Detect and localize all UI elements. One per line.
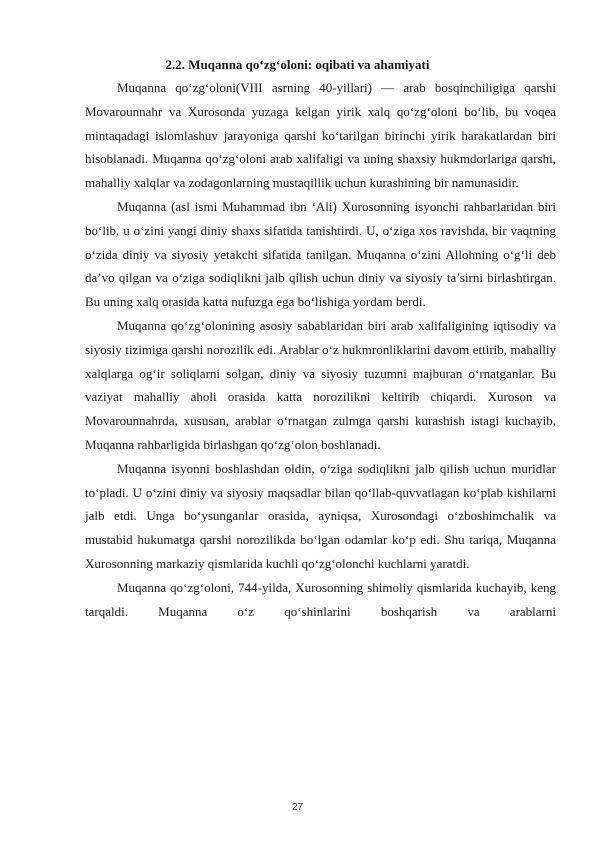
section-heading: 2.2. Muqanna qo‘zg‘oloni: oqibati va ahamiyati [165, 57, 430, 72]
body-text [85, 76, 556, 623]
page-number: 27 [291, 802, 304, 813]
paragraph-3: Muqanna qo‘zg‘olonining asosiy sabablaridan biri arab xalifaligining iqtisodiy va siyosiy tizimiga qarshi norozilik edi. Arablar o‘z hukmronliklarini davom ettirib, mahalliy xalqlarga og‘ir soliqlarni solgan, diniy va siyosiy tuzumni majburan o‘rnatganlar. Bu vaziyat mahalliy aholi orasida katta norozilikni keltirib chiqardi. Xuroson va Movarounnahrda, xususan, arablar o‘rnatgan zulmga qarshi kurashish istagi kuchayib, Muqanna rahbarligida birlashgan qo‘zg‘olon boshlanadi. [85, 317, 556, 452]
paragraph-5: Muqanna qo‘zg‘oloni, 744-yilda, Xurosonning shimoliy qismlarida kuchayib, keng tarqaldi. Muqanna o‘z qo‘shinlarini boshqarish va arablarni [85, 579, 556, 619]
paragraph-2: Muqanna (asl ismi Muhammad ibn ‘Ali) Xurosonning isyonchi rahbarlaridan biri bo‘lib, u o‘zini yangi diniy shaxs sifatida tanishtirdi. U, o‘ziga xos ravishda, bir vaqtning o‘zida diniy va siyosiy yetakchi sifatida tanilgan. Muqanna o‘zini Allohning o‘g‘li deb da’vo qilgan va o‘ziga sodiqlikni jalb qilish uchun diniy va siyosiy ta’sirni birlashtirgan. Bu uning xalq orasida katta nufuzga ega bo‘lishiga yordam berdi. [85, 198, 556, 310]
paragraph-4: Muqanna isyonni boshlashdan oldin, o‘ziga sodiqlikni jalb qilish uchun muridlar to‘pladi. U o‘zini diniy va siyosiy maqsadlar bilan qo‘llab-quvvatlagan ko‘plab kishilarni jalb etdi. Unga bo‘ysunganlar orasida, ayniqsa, Xurosondagi o‘zboshimchalik va mustabid hukumatga qarshi norozilikda bo‘lgan odamlar ko‘p edi. Shu tariqa, Muqanna Xurosonning markaziy qismlarida kuchli qo‘zg‘olonchi kuchlarni yaratdi. [85, 460, 556, 571]
paragraph-1: Muqanna qo‘zg‘oloni(VIII asrning 40-yillari) — arab bosqinchiligiga qarshi Movarounnahr va Xurosonda yuzaga kelgan yirik xalq qo‘zg‘oloni bo‘lib, bu voqea mintaqadagi islomlashuv jarayoniga qarshi ko‘tarilgan birinchi yirik harakatlardan biri hisoblanadi. Muqanna qo‘zg‘oloni arab xalifaligi va uning shaxsiy hukmdorlariga qarshi, mahalliy xalqlar va zodagonlarning mustaqillik uchun kurashining bir namunasidir. [85, 80, 556, 191]
